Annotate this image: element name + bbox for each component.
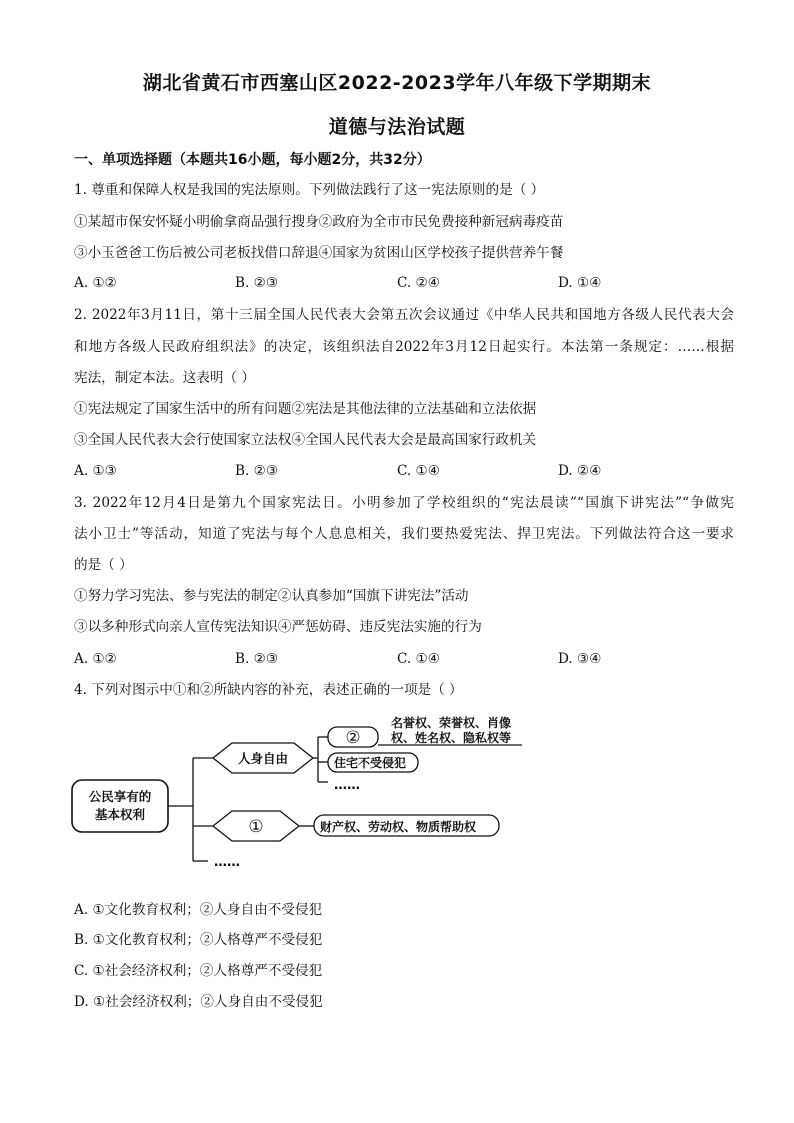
property-label: 财产权、劳动权、物质帮助权 — [320, 820, 477, 834]
q2-stem: 宪法，制定本法。这表明（ ） — [74, 370, 256, 386]
housing-label: 住宅不受侵犯 — [334, 756, 407, 770]
detail-line2: 权、姓名权、隐私权等 — [391, 731, 512, 745]
section-heading: 一、单项选择题（本题共16小题，每小题2分，共32分） — [74, 152, 431, 168]
exam-subtitle: 道德与法治试题 — [328, 116, 466, 138]
exam-title: 湖北省黄石市西塞山区2022-2023学年八年级下学期期末 — [142, 72, 652, 94]
q2-option-a: A. ①③ — [74, 463, 117, 479]
q4-choice-a: A. ①文化教育权利；②人身自由不受侵犯 — [74, 902, 323, 918]
q3-option-d: D. ③④ — [558, 651, 602, 667]
q3-statement: ③以多种形式向亲人宣传宪法知识④严惩妨碍、违反宪法实施的行为 — [74, 619, 482, 635]
q3-option-b: B. ②③ — [235, 651, 279, 667]
q4-stem: 4. 下列对图示中①和②所缺内容的补充，表述正确的一项是（ ） — [74, 682, 463, 698]
root-label-line2: 基本权利 — [94, 807, 146, 822]
branch-two-marker: ② — [345, 728, 361, 748]
q3-option-c: C. ①④ — [397, 651, 440, 667]
q2-stem: 2. 2022年3月11日，第十三届全国人民代表大会第五次会议通过《中华人民共和国地方各级人民代表大会 — [74, 307, 734, 323]
q3-stem: 3. 2022年12月4日是第九个国家宪法日。小明参加了学校组织的“宪法晨读”“国旗下讲宪法”“争做宪 — [74, 495, 734, 511]
q4-choice-c: C. ①社会经济权利；②人格尊严不受侵犯 — [74, 963, 323, 979]
q2-stem: 和地方各级人民政府组织法》的决定，该组织法自2022年3月12日起实行。本法第一条规定：……根据 — [74, 339, 734, 355]
q1-option-d: D. ①④ — [558, 275, 602, 291]
q3-statement: ①努力学习宪法、参与宪法的制定②认真参加“国旗下讲宪法”活动 — [74, 588, 469, 604]
q1-option-b: B. ②③ — [235, 275, 279, 291]
sub-ellipsis: …… — [334, 778, 360, 793]
q2-option-d: D. ②④ — [558, 463, 602, 479]
q1-statement: ③小玉爸爸工伤后被公司老板找借口辞退④国家为贫困山区学校孩子提供营养午餐 — [74, 245, 564, 261]
q1-option-c: C. ②④ — [397, 275, 440, 291]
q3-stem: 的是（ ） — [74, 557, 133, 573]
q3-stem: 法小卫士”等活动，知道了宪法与每个人息息相关，我们要热爱宪法、捍卫宪法。下列做法符合这一要求 — [74, 526, 734, 542]
q1-statement: ①某超市保安怀疑小明偷拿商品强行搜身②政府为全市市民免费接种新冠病毒疫苗 — [74, 214, 564, 230]
q3-option-a: A. ①② — [74, 651, 117, 667]
q4-choice-d: D. ①社会经济权利；②人身自由不受侵犯 — [74, 994, 323, 1010]
root-label-line1: 公民享有的 — [88, 789, 152, 804]
q4-choice-b: B. ①文化教育权利；②人格尊严不受侵犯 — [74, 932, 323, 948]
q2-statement: ③全国人民代表大会行使国家立法权④全国人民代表大会是最高国家行政机关 — [74, 432, 537, 448]
main-ellipsis: …… — [214, 855, 240, 870]
q2-statement: ①宪法规定了国家生活中的所有问题②宪法是其他法律的立法基础和立法依据 — [74, 401, 537, 417]
q1-stem: 1. 尊重和保障人权是我国的宪法原则。下列做法践行了这一宪法原则的是（ ） — [74, 182, 545, 198]
branch-one-marker: ① — [248, 817, 264, 837]
q2-option-b: B. ②③ — [235, 463, 279, 479]
branch-personal-freedom: 人身自由 — [237, 751, 289, 766]
q1-option-a: A. ①② — [74, 275, 117, 291]
q2-option-c: C. ①④ — [397, 463, 440, 479]
root-box — [72, 780, 168, 832]
detail-line1: 名誉权、荣誉权、肖像 — [391, 716, 512, 730]
